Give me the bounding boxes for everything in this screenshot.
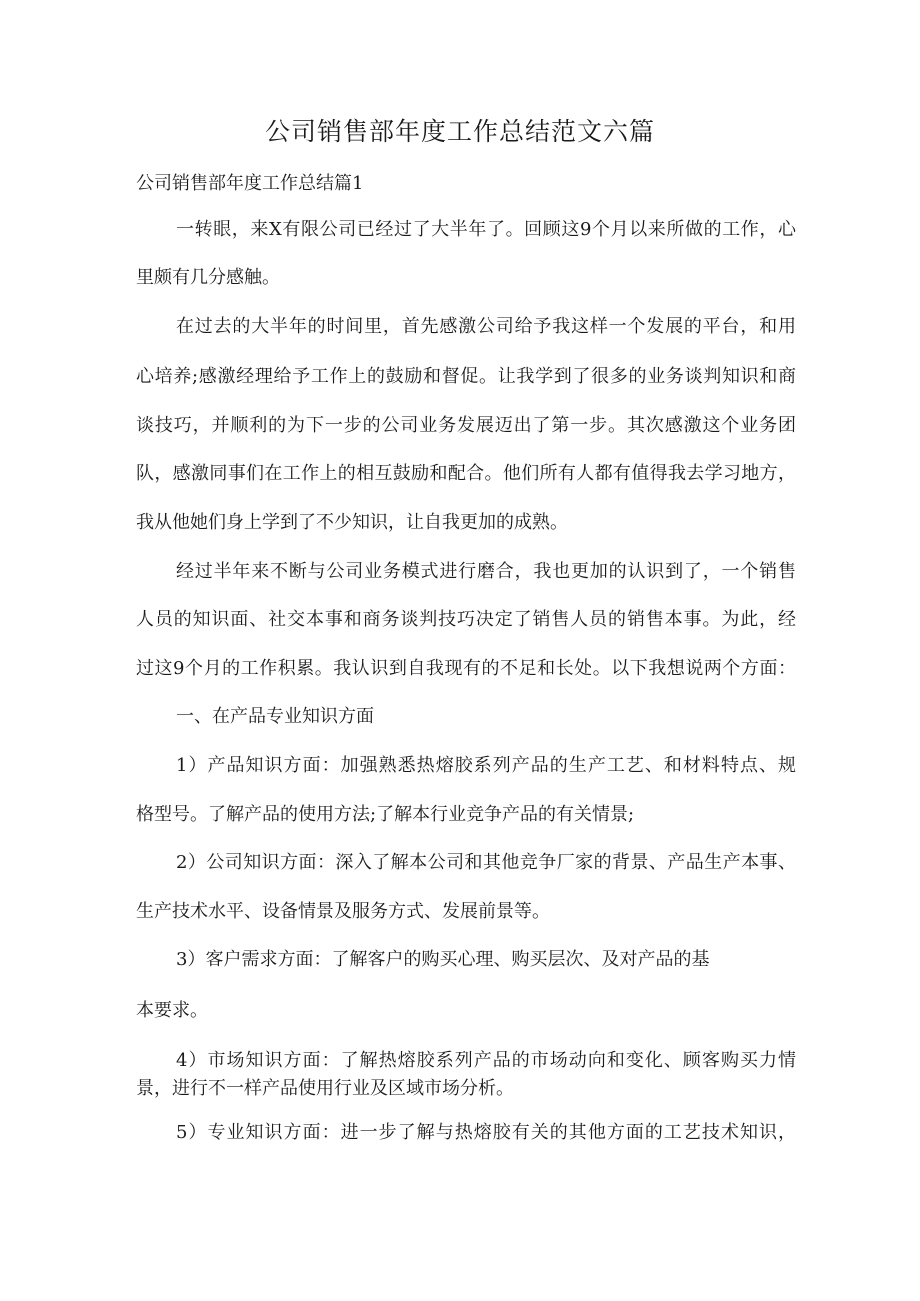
- list-item-line: 4）市场知识方面：了解热熔胶系列产品的市场动向和变化、顾客购买力情: [176, 1050, 796, 1071]
- paragraph-line: 过这9个月的工作积累。我认识到自我现有的不足和长处。以下我想说两个方面：: [136, 658, 796, 679]
- list-item-line: 2）公司知识方面：深入了解本公司和其他竞争厂家的背景、产品生产本事、: [176, 852, 796, 873]
- paragraph-line: 里颇有几分感触。: [136, 267, 280, 288]
- list-item-line: 1）产品知识方面：加强熟悉热熔胶系列产品的生产工艺、和材料特点、规: [176, 755, 796, 776]
- document-title: 公司销售部年度工作总结范文六篇: [264, 117, 655, 146]
- paragraph-line: 在过去的大半年的时间里，首先感激公司给予我这样一个发展的平台，和用: [176, 316, 796, 337]
- subsection-heading: 一、在产品专业知识方面: [176, 706, 374, 727]
- list-item-line: 本要求。: [136, 1000, 208, 1021]
- section-heading: 公司销售部年度工作总结篇1: [136, 173, 364, 194]
- paragraph-line: 我从他她们身上学到了不少知识，让自我更加的成熟。: [136, 512, 568, 533]
- list-item-line: 3）客户需求方面：了解客户的购买心理、购买层次、及对产品的基: [176, 949, 710, 970]
- paragraph-line: 一转眼，来X有限公司已经过了大半年了。回顾这9个月以来所做的工作，心: [176, 219, 796, 240]
- paragraph-line: 谈技巧，并顺利的为下一步的公司业务发展迈出了第一步。其次感激这个业务团: [136, 415, 796, 436]
- paragraph-line: 经过半年来不断与公司业务模式进行磨合，我也更加的认识到了，一个销售: [176, 561, 796, 582]
- list-item-line: 5）专业知识方面：进一步了解与热熔胶有关的其他方面的工艺技术知识，: [176, 1122, 796, 1143]
- list-item-line: 生产技术水平、设备情景及服务方式、发展前景等。: [136, 901, 550, 922]
- paragraph-line: 人员的知识面、社交本事和商务谈判技巧决定了销售人员的销售本事。为此，经: [136, 609, 796, 630]
- list-item-line: 格型号。了解产品的使用方法;了解本行业竞争产品的有关情景;: [136, 804, 635, 825]
- paragraph-line: 队，感激同事们在工作上的相互鼓励和配合。他们所有人都有值得我去学习地方，: [136, 463, 796, 484]
- list-item-line: 景，进行不一样产品使用行业及区域市场分析。: [136, 1078, 514, 1099]
- paragraph-line: 心培养;感激经理给予工作上的鼓励和督促。让我学到了很多的业务谈判知识和商: [136, 366, 796, 387]
